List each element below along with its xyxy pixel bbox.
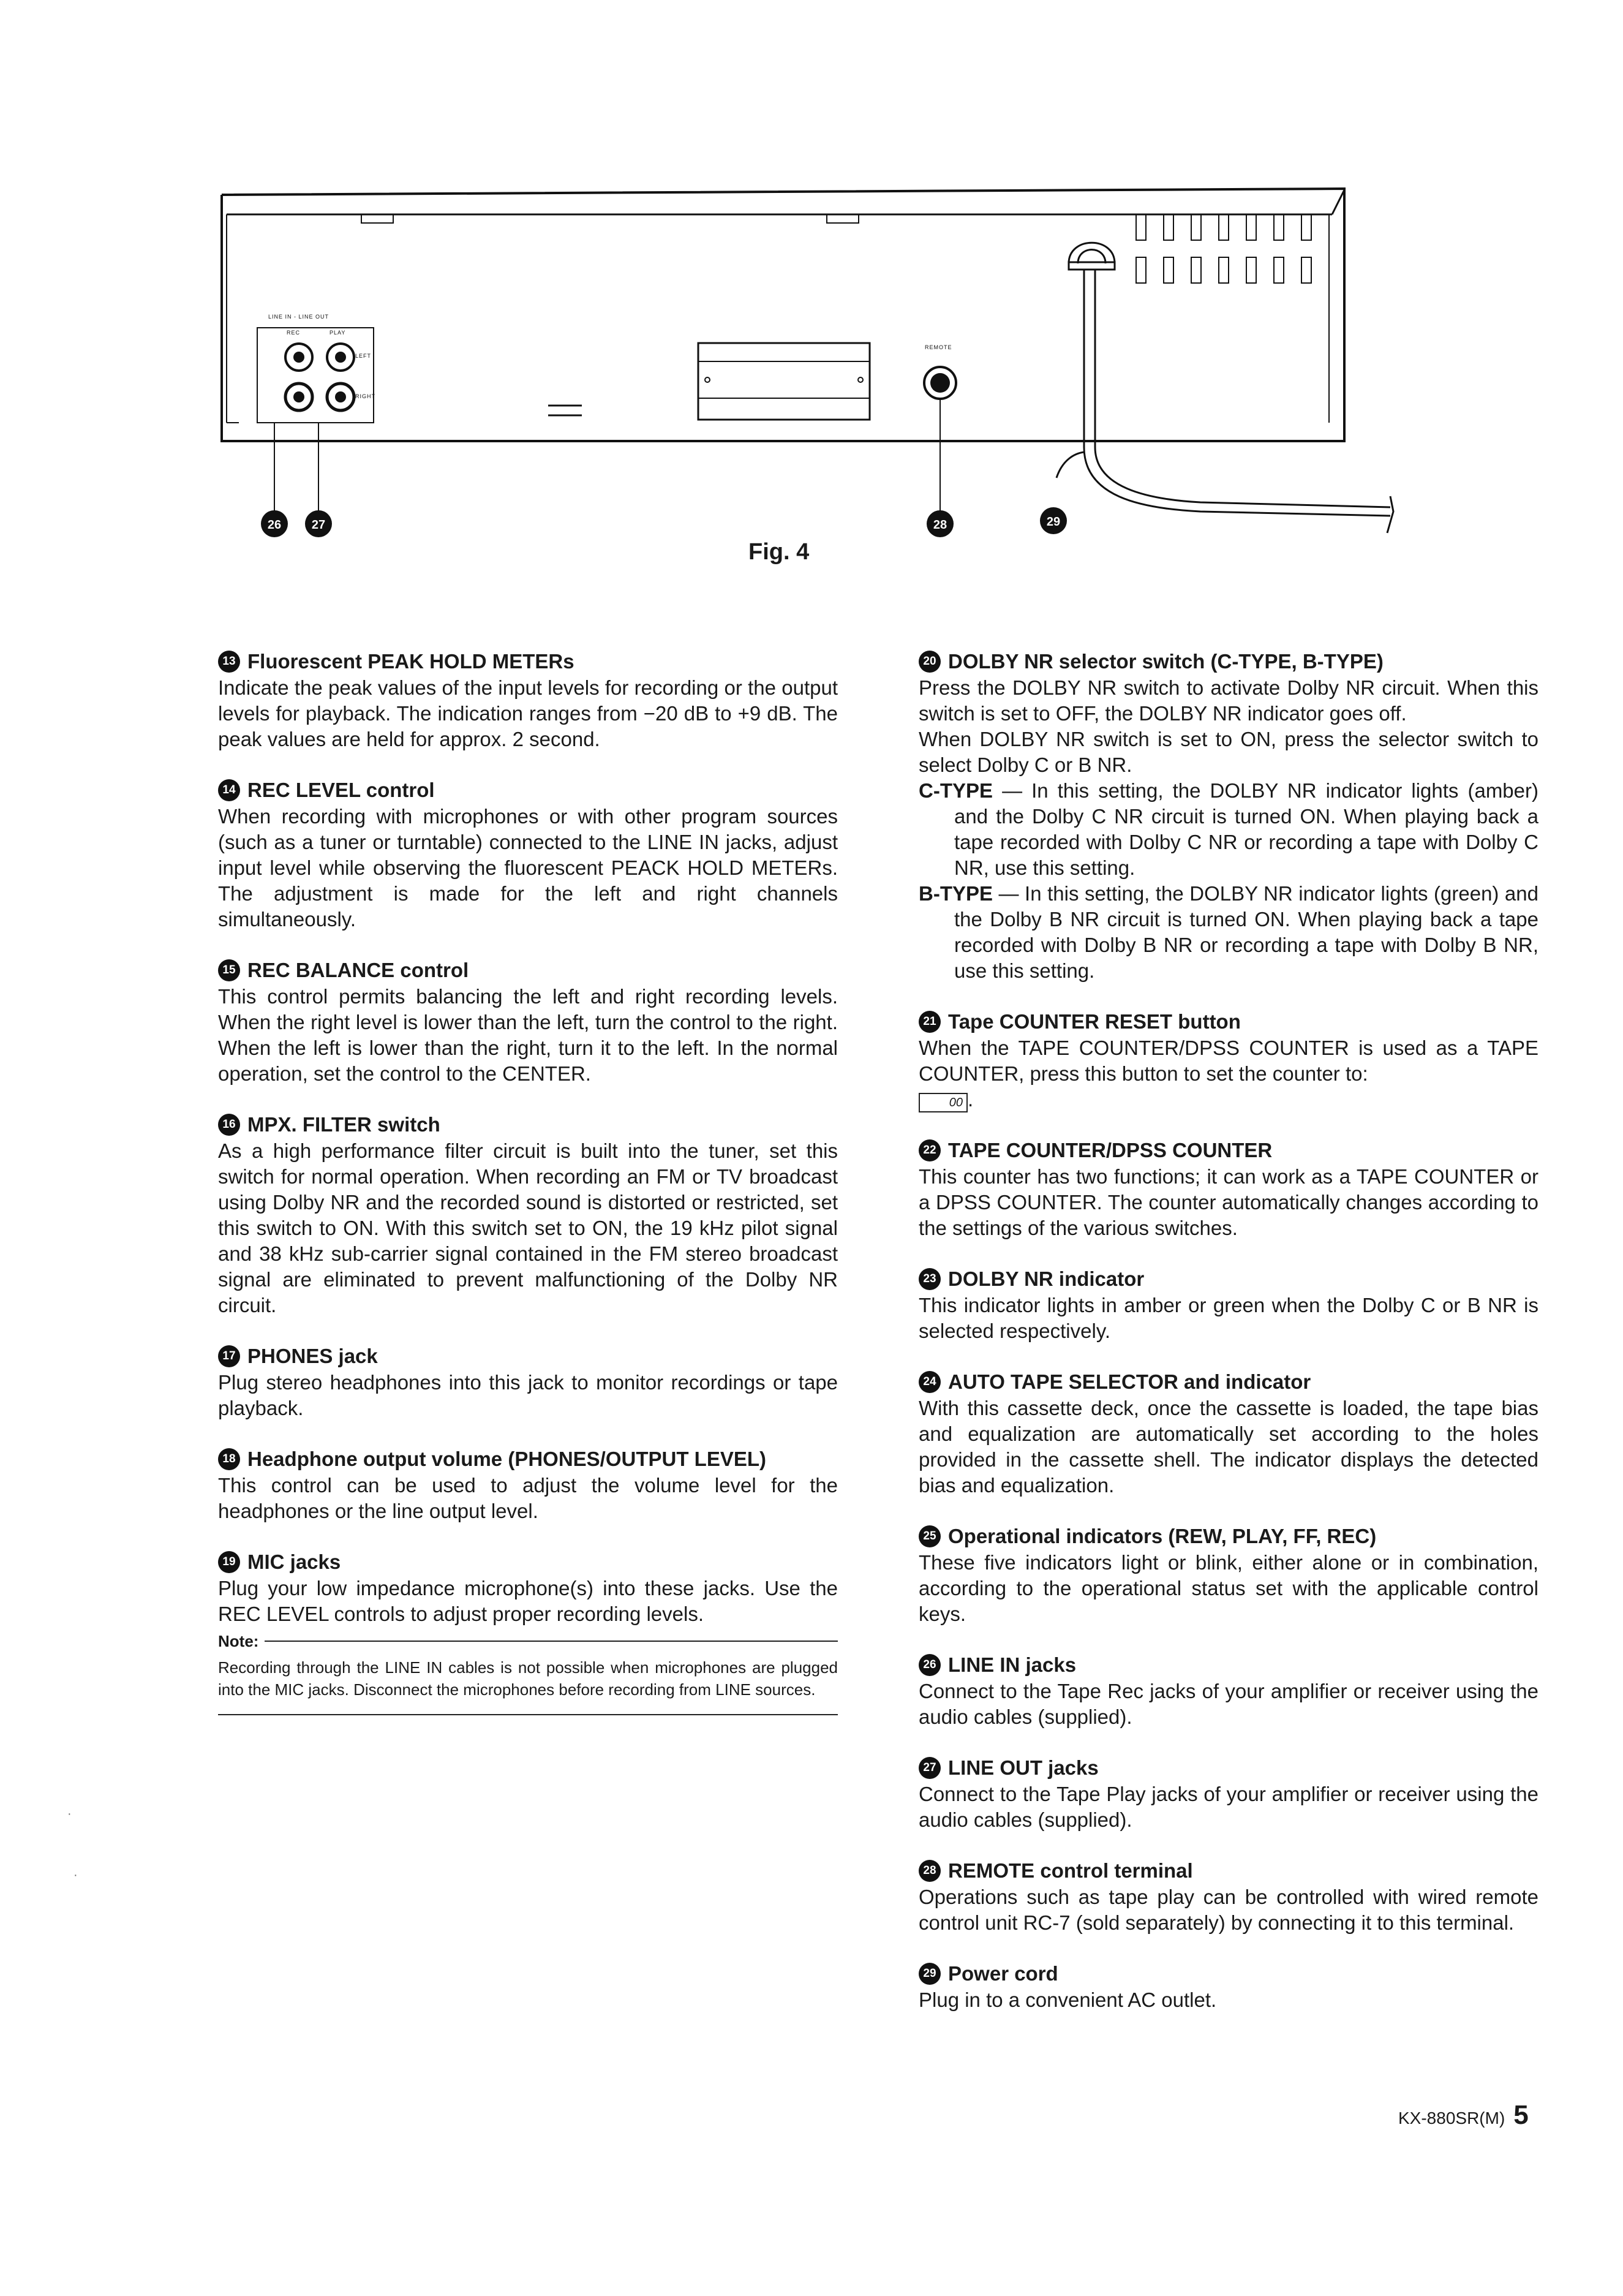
section-title: AUTO TAPE SELECTOR and indicator: [948, 1370, 1311, 1393]
section-15: [218, 957, 838, 1087]
margin-mark: ·: [67, 1807, 72, 1821]
section-title: REC LEVEL control: [247, 779, 435, 801]
section-text: When the TAPE COUNTER/DPSS COUNTER is used as a TAPE COUNTER, press this button to set the counter to:: [919, 1037, 1538, 1085]
note-heading: [218, 1628, 838, 1654]
section-20: [919, 648, 1538, 984]
page-footer: [1398, 2100, 1529, 2131]
section-title: MIC jacks: [247, 1550, 341, 1573]
counter-display-icon: 00: [919, 1093, 968, 1112]
section-text: Plug in to a convenient AC outlet.: [919, 1988, 1217, 2011]
c-type-label: C-TYPE: [919, 779, 993, 802]
item-number-badge: 28: [919, 1860, 941, 1882]
section-13: [218, 648, 838, 752]
section-text: When recording with microphones or with other program sources (such as a tuner or turntable) connected to the LINE IN jacks, adjust input level while observing the fluorescent PEACK HOLD METERs. The adjustment is made for the left and right channels simultaneously.: [218, 805, 838, 931]
section-title: PHONES jack: [247, 1345, 378, 1367]
right-label: RIGHT: [355, 393, 375, 399]
section-title: LINE IN jacks: [948, 1653, 1077, 1676]
section-title: DOLBY NR indicator: [948, 1267, 1145, 1290]
section-text: This counter has two functions; it can work as a TAPE COUNTER or a DPSS COUNTER. The counter automatically changes according to the settings of the various switches.: [919, 1165, 1538, 1239]
section-text: Plug stereo headphones into this jack to monitor recordings or tape playback.: [218, 1371, 838, 1419]
rear-panel-drawing: [208, 178, 1409, 545]
item-number-badge: 13: [218, 651, 240, 673]
section-26: [919, 1652, 1538, 1730]
item-number-badge: 27: [919, 1757, 941, 1779]
section-title: MPX. FILTER switch: [247, 1113, 440, 1136]
c-type-text: — In this setting, the DOLBY NR indicator lights (amber) and the Dolby C NR circuit is turned ON. When playing back a tape recorded with Dolby C NR or recording a tape with Dolby C NR, use this setting.: [954, 779, 1538, 879]
section-17: [218, 1343, 838, 1421]
line-in-out-label: LINE IN - LINE OUT: [268, 314, 329, 320]
section-title: Tape COUNTER RESET button: [948, 1010, 1241, 1033]
section-18: [218, 1446, 838, 1524]
section-title: REMOTE control terminal: [948, 1859, 1193, 1882]
rec-label: REC: [287, 330, 301, 336]
left-label: LEFT: [355, 353, 372, 359]
play-label: PLAY: [329, 330, 346, 336]
item-number-badge: 16: [218, 1114, 240, 1136]
callout-28: 28: [933, 518, 947, 532]
c-type-description: [919, 778, 1538, 881]
section-title: REC BALANCE control: [247, 959, 469, 981]
section-text: This control can be used to adjust the volume level for the headphones or the line output level.: [218, 1474, 838, 1522]
rear-panel-figure: [208, 178, 1409, 545]
section-text: Press the DOLBY NR switch to activate Dolby NR circuit. When this switch is set to OFF, the DOLBY NR indicator goes off.: [919, 676, 1538, 725]
section-25: [919, 1523, 1538, 1627]
section-text: Indicate the peak values of the input levels for recording or the output levels for playback. The indication ranges from −20 dB to +9 dB. The peak values are held for approx. 2 second.: [218, 676, 838, 750]
section-text: Connect to the Tape Rec jacks of your amplifier or receiver using the audio cables (supplied).: [919, 1680, 1538, 1728]
remote-terminal: [924, 367, 956, 399]
section-title: Headphone output volume (PHONES/OUTPUT LEVEL): [247, 1448, 767, 1470]
section-text: This control permits balancing the left and right recording levels. When the right level is lower than the left, turn the control to the right. When the left is lower than the right, turn it to the left. In the normal operation, set the control to the CENTER.: [218, 985, 838, 1085]
item-number-badge: 21: [919, 1011, 941, 1033]
section-title: DOLBY NR selector switch (C-TYPE, B-TYPE): [948, 650, 1384, 673]
remote-label: REMOTE: [925, 344, 952, 350]
section-16: [218, 1111, 838, 1318]
b-type-label: B-TYPE: [919, 882, 993, 905]
note-end-rule: [218, 1714, 838, 1715]
section-title: Fluorescent PEAK HOLD METERs: [247, 650, 574, 673]
item-number-badge: 25: [919, 1525, 941, 1547]
note-text: Recording through the LINE IN cables is not possible when microphones are plugged into the MIC jacks. Disconnect the microphones before recording from LINE sources.: [218, 1658, 838, 1699]
b-type-description: [919, 881, 1538, 984]
item-number-badge: 24: [919, 1371, 941, 1393]
counter-display-line: 00 .: [919, 1087, 1538, 1112]
callout-29: 29: [1046, 515, 1061, 529]
model-number: KX-880SR(M): [1398, 2109, 1505, 2128]
margin-mark: ·: [73, 1868, 78, 1882]
note-label: Note:: [218, 1632, 259, 1650]
vent-slots: [1136, 214, 1311, 283]
section-19: [218, 1549, 838, 1715]
note-rule: [265, 1641, 838, 1642]
section-title: LINE OUT jacks: [948, 1756, 1099, 1779]
section-29: [919, 1960, 1538, 2013]
page-number: 5: [1513, 2100, 1529, 2130]
callout-26: 26: [267, 518, 282, 532]
item-number-badge: 14: [218, 779, 240, 801]
section-text: As a high performance filter circuit is built into the tuner, set this switch for normal operation. When recording an FM or TV broadcast using Dolby NR and the recorded sound is distorted or restricted, set this switch to ON. With this switch set to ON, the 19 kHz pilot signal and 38 kHz sub-carrier signal contained in the FM stereo broadcast signal are eliminated to prevent malfunctioning of the Dolby NR circuit.: [218, 1139, 838, 1316]
section-text: Connect to the Tape Play jacks of your amplifier or receiver using the audio cables (supplied).: [919, 1783, 1538, 1831]
item-number-badge: 19: [218, 1551, 240, 1573]
section-28: [919, 1857, 1538, 1936]
item-number-badge: 17: [218, 1345, 240, 1367]
section-text: This indicator lights in amber or green when the Dolby C or B NR is selected respectively.: [919, 1294, 1538, 1342]
section-text: Plug your low impedance microphone(s) into these jacks. Use the REC LEVEL controls to adjust proper recording levels.: [218, 1577, 838, 1625]
b-type-text: — In this setting, the DOLBY NR indicator lights (green) and the Dolby B NR circuit is turned ON. When playing back a tape recorded with Dolby B NR or recording a tape with Dolby B NR, use this setting.: [954, 882, 1538, 982]
item-number-badge: 22: [919, 1139, 941, 1161]
section-24: [919, 1369, 1538, 1498]
figure-callouts: [261, 507, 1067, 537]
section-21: [919, 1008, 1538, 1112]
callout-27: 27: [311, 518, 326, 532]
section-title: Power cord: [948, 1962, 1058, 1985]
item-number-badge: 29: [919, 1963, 941, 1985]
section-text: Operations such as tape play can be controlled with wired remote control unit RC-7 (sold separately) by connecting it to this terminal.: [919, 1886, 1538, 1934]
item-number-badge: 26: [919, 1654, 941, 1676]
left-column: [218, 648, 838, 1740]
section-title: Operational indicators (REW, PLAY, FF, REC): [948, 1525, 1377, 1547]
right-column: [919, 648, 1538, 2037]
section-text: These five indicators light or blink, either alone or in combination, according to the operational status set with the applicable control keys.: [919, 1551, 1538, 1625]
power-cord: [1056, 243, 1393, 533]
section-14: [218, 777, 838, 932]
item-number-badge: 23: [919, 1268, 941, 1290]
section-text: When DOLBY NR switch is set to ON, press the selector switch to select Dolby C or B NR.: [919, 728, 1538, 776]
line-in-out-jacks: [285, 344, 354, 410]
section-23: [919, 1266, 1538, 1344]
item-number-badge: 18: [218, 1448, 240, 1470]
section-title: TAPE COUNTER/DPSS COUNTER: [948, 1139, 1273, 1161]
section-text: With this cassette deck, once the cassette is loaded, the tape bias and equalization are automatically set according to the holes provided in the cassette shell. The indicator displays the detected bias and equalization.: [919, 1397, 1538, 1497]
item-number-badge: 20: [919, 651, 941, 673]
section-22: [919, 1137, 1538, 1241]
section-27: [919, 1754, 1538, 1833]
item-number-badge: 15: [218, 959, 240, 981]
figure-caption: Fig. 4: [748, 539, 810, 565]
